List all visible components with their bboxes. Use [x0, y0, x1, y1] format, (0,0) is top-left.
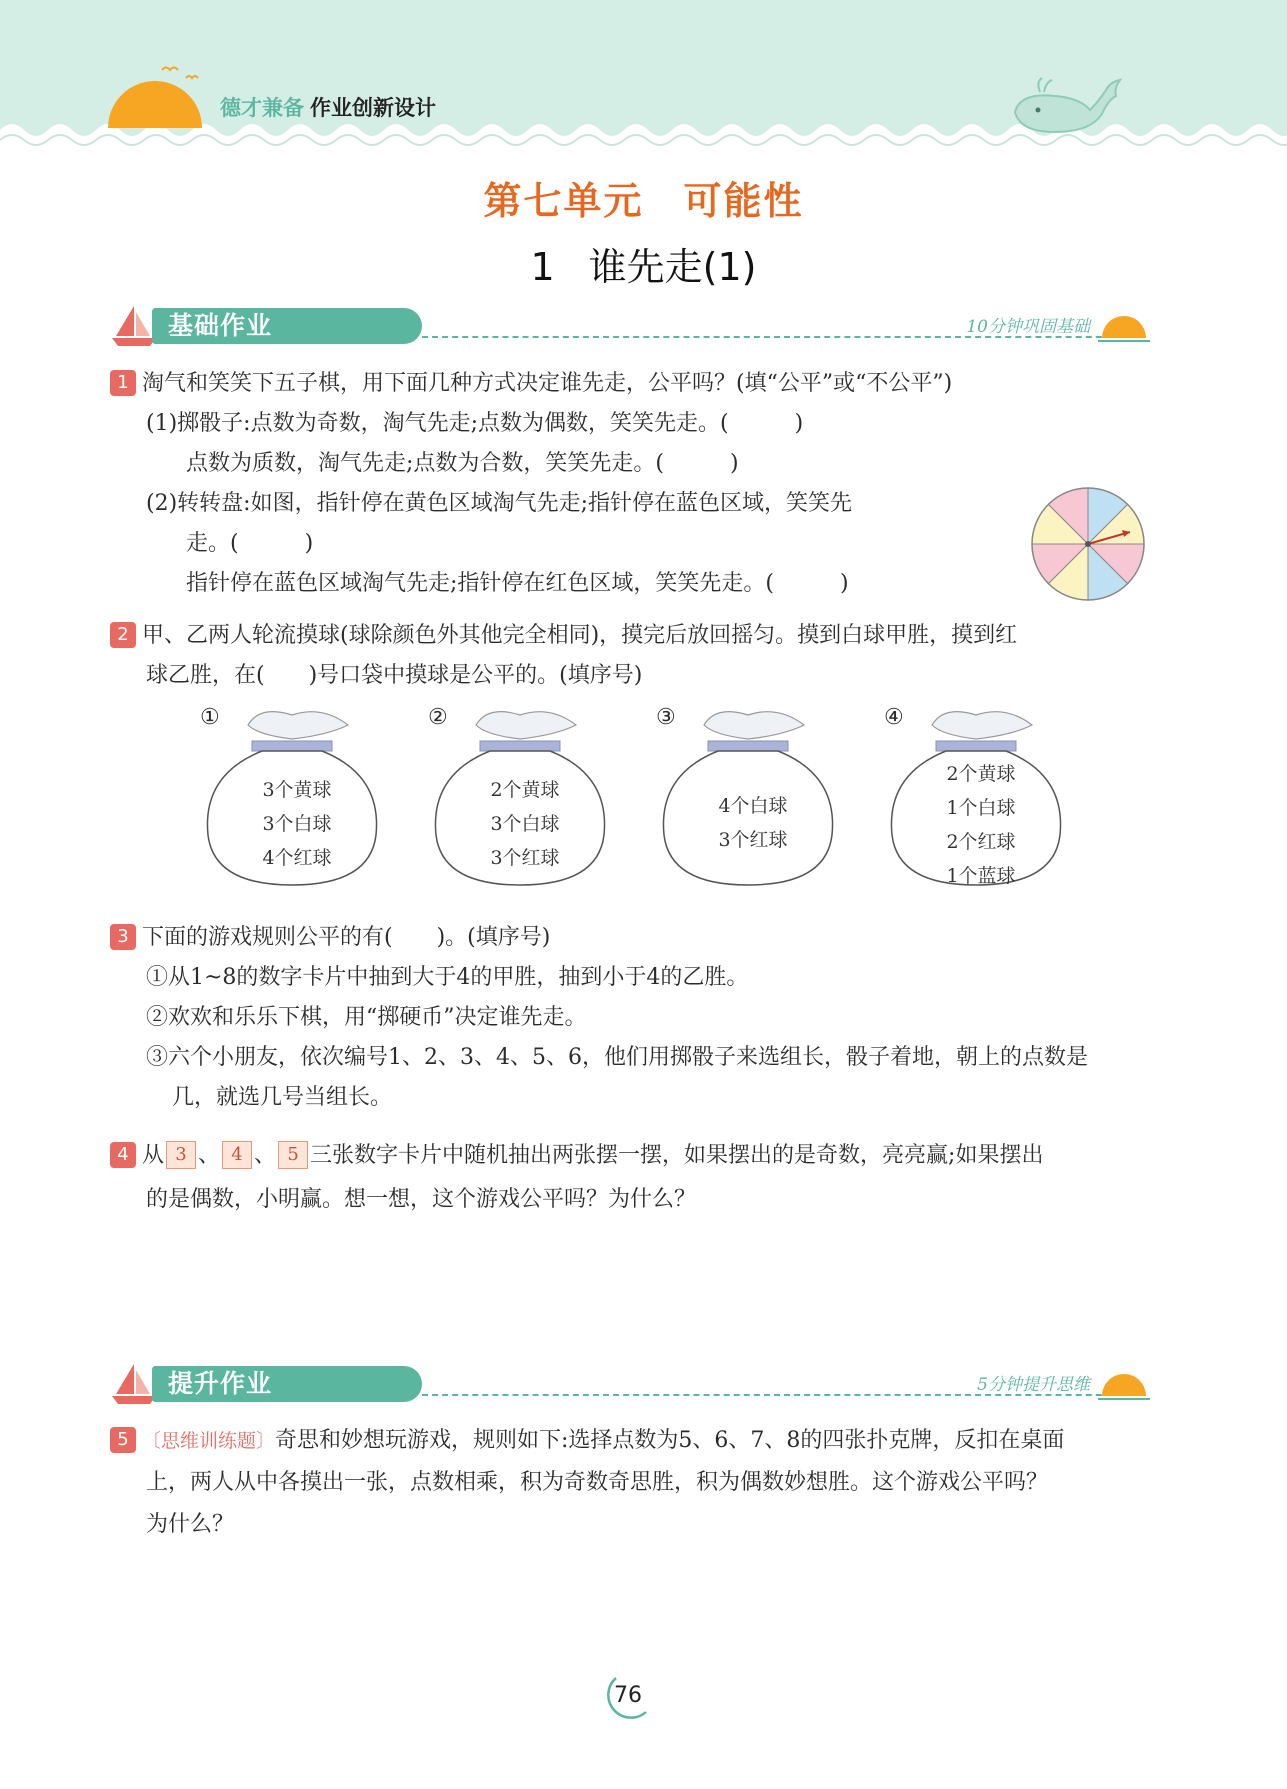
q4-line-2: 的是偶数，小明赢。想一想，这个游戏公平吗？为什么？ [146, 1187, 697, 1212]
unit-title [0, 170, 1287, 225]
bag-content: 2个红球 [946, 831, 1016, 853]
number-card: 4 [222, 1141, 252, 1169]
q3-stem: 下面的游戏规则公平的有( )。(填序号) [142, 925, 551, 950]
bag-1 [200, 705, 385, 890]
q2-line-1: 甲、乙两人轮流摸球(球除颜色外其他完全相同)，摸完后放回摇匀。摸到白球甲胜，摸到红 [142, 623, 1018, 648]
question-number: 4 [110, 1142, 136, 1168]
bag-3 [656, 705, 841, 890]
section-label: 提升作业 [168, 1369, 273, 1398]
q4-post: 三张数字卡片中随机抽出两张摆一摆，如果摆出的是奇数，亮亮赢;如果摆出 [310, 1143, 1044, 1168]
lesson-title [0, 236, 1287, 291]
question-number: 2 [110, 622, 136, 648]
q1-part-1b: 点数为质数，淘气先走;点数为合数，笑笑先走。( ) [186, 451, 739, 476]
q2-line-2: 球乙胜，在( )号口袋中摸球是公平的。(填序号) [146, 663, 643, 688]
card-separator: 、 [254, 1143, 277, 1168]
bag-index: ④ [884, 705, 904, 730]
sun-logo-icon [100, 56, 210, 136]
question-1 [110, 364, 1150, 604]
card-separator: 、 [198, 1143, 221, 1168]
question-number: 3 [110, 924, 136, 950]
page-number [598, 1672, 658, 1720]
q5-line-3: 为什么？ [146, 1512, 235, 1537]
section-time-tag: 5分钟提升思维 [977, 1375, 1090, 1395]
q4-pre: 从 [142, 1143, 165, 1168]
sailboat-icon [110, 1360, 158, 1406]
brand-title [220, 92, 436, 122]
section-basic [110, 302, 1150, 350]
q1-part-2a: (2)转转盘:如图，指针停在黄色区域淘气先走;指针停在蓝色区域，笑笑先 [146, 491, 852, 516]
q3-option-3a: ③六个小朋友，依次编号1、2、3、4、5、6，他们用掷骰子来选组长，骰子着地，朝上的点数是 [146, 1045, 1088, 1070]
brand-part-2: 作业创新设计 [310, 96, 436, 120]
bag-content: 4个红球 [262, 847, 332, 869]
bag-index: ① [200, 705, 220, 730]
q5-line-2: 上，两人从中各摸出一张，点数相乘，积为奇数奇思胜，积为偶数妙想胜。这个游戏公平吗？ [146, 1470, 1049, 1495]
lesson-number: 1 [530, 245, 555, 289]
question-2 [110, 616, 1150, 696]
page-number-text: 76 [614, 1683, 642, 1708]
sun-icon [1098, 1366, 1150, 1402]
q5-line-1: 奇思和妙想玩游戏，规则如下:选择点数为5、6、7、8的四张扑克牌，反扣在桌面 [275, 1428, 1065, 1453]
bag-content: 1个蓝球 [946, 865, 1016, 887]
bag-content: 1个白球 [946, 797, 1016, 819]
q1-part-2b: 走。( ) [186, 531, 314, 556]
section-time-tag: 10分钟巩固基础 [966, 317, 1090, 337]
question-number: 1 [110, 370, 136, 396]
lesson-name: 谁先走(1) [588, 245, 757, 289]
bag-2 [428, 705, 613, 890]
section-label: 基础作业 [168, 311, 273, 340]
q3-option-2: ②欢欢和乐乐下棋，用“掷硬币”决定谁先走。 [146, 1005, 587, 1030]
bag-content: 2个黄球 [946, 763, 1016, 785]
q3-option-3b: 几，就选几号当组长。 [172, 1085, 393, 1110]
question-5 [110, 1420, 1150, 1546]
hint-tag: 〔思维训练题〕 [142, 1430, 276, 1452]
number-card: 5 [278, 1141, 308, 1169]
question-number: 5 [110, 1427, 136, 1453]
bag-content: 3个白球 [490, 813, 560, 835]
question-3 [110, 918, 1150, 1118]
q3-option-1: ①从1~8的数字卡片中抽到大于4的甲胜，抽到小于4的乙胜。 [146, 965, 749, 990]
unit-name: 第七单元 [483, 179, 644, 223]
bag-content: 3个黄球 [262, 779, 332, 801]
bag-content: 3个红球 [718, 829, 788, 851]
bag-content: 4个白球 [718, 795, 788, 817]
unit-topic: 可能性 [683, 179, 804, 223]
bag-content: 2个黄球 [490, 779, 560, 801]
sailboat-icon [110, 302, 158, 348]
sun-icon [1098, 308, 1150, 344]
spinner-wheel [1030, 486, 1146, 602]
question-4 [110, 1134, 1150, 1222]
bag-index: ② [428, 705, 448, 730]
q1-part-1a: (1)掷骰子:点数为奇数，淘气先走;点数为偶数，笑笑先走。( ) [146, 411, 804, 436]
whale-icon [1010, 72, 1125, 137]
bag-content: 3个白球 [262, 813, 332, 835]
section-advanced [110, 1360, 1150, 1408]
bag-content: 3个红球 [490, 847, 560, 869]
question-stem: 淘气和笑笑下五子棋，用下面几种方式决定谁先走，公平吗？(填“公平”或“不公平”) [142, 371, 953, 396]
bag-index: ③ [656, 705, 676, 730]
q1-part-2c: 指针停在蓝色区域淘气先走;指针停在红色区域，笑笑先走。( ) [186, 571, 849, 596]
brand-part-1: 德才兼备 [220, 96, 304, 120]
number-card: 3 [166, 1141, 196, 1169]
bag-4 [884, 705, 1069, 890]
